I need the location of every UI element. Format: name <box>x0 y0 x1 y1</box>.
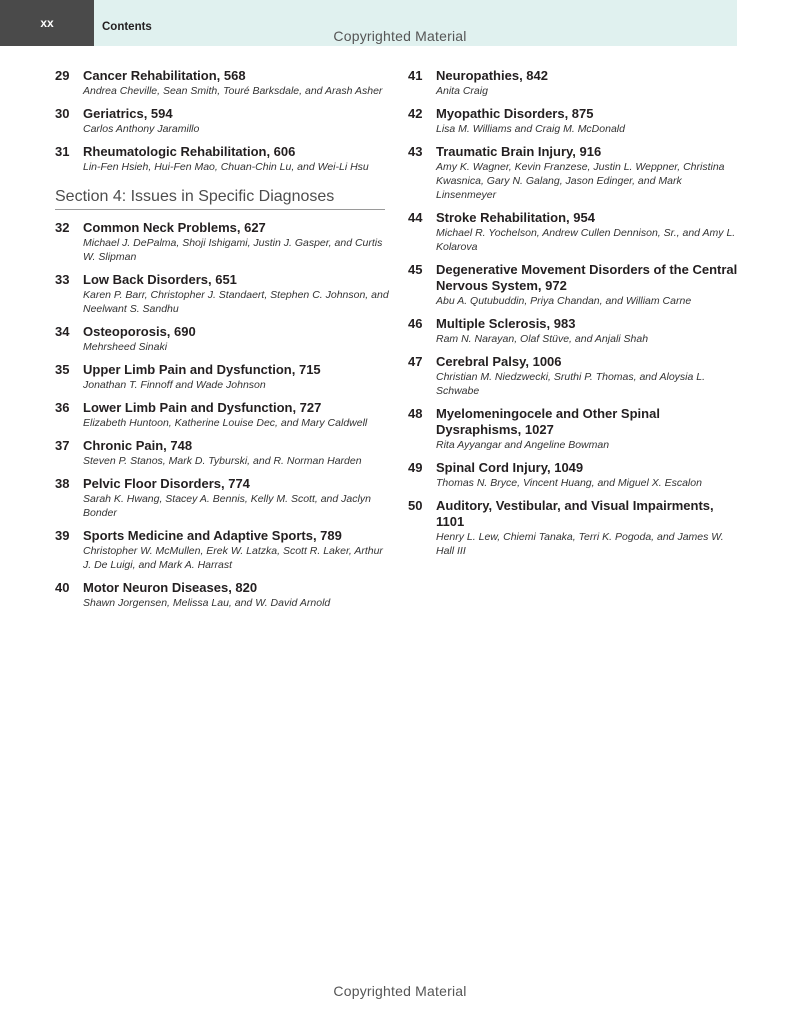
chapter-title: Spinal Cord Injury, 1049 <box>436 460 584 475</box>
chapter-number: 43 <box>408 144 423 159</box>
chapter-body <box>436 406 743 452</box>
chapter-number: 45 <box>408 262 423 277</box>
chapter-body <box>436 498 743 558</box>
toc-entry <box>408 316 743 346</box>
toc-entry <box>408 262 743 308</box>
chapter-body <box>83 324 390 354</box>
section-heading: Section 4: Issues in Specific Diagnoses <box>55 188 385 210</box>
chapter-authors: Christopher W. McMullen, Erek W. Latzka, Scott R. Laker, Arthur J. De Luigi, and Mark A. Harrast <box>83 545 383 571</box>
toc-entry <box>55 438 390 468</box>
chapter-title: Myelomeningocele and Other Spinal Dysraphisms, 1027 <box>436 406 660 437</box>
chapter-authors: Thomas N. Bryce, Vincent Huang, and Miguel X. Escalon <box>436 477 702 489</box>
chapter-authors: Sarah K. Hwang, Stacey A. Bennis, Kelly M. Scott, and Jaclyn Bonder <box>83 493 371 519</box>
toc-entry <box>408 498 743 558</box>
chapter-number: 46 <box>408 316 423 331</box>
toc-entry <box>55 220 390 264</box>
toc-list-right <box>408 68 743 558</box>
chapter-number: 31 <box>55 144 70 159</box>
chapter-number: 50 <box>408 498 423 513</box>
chapter-authors: Lin-Fen Hsieh, Hui-Fen Mao, Chuan-Chin Lu, and Wei-Li Hsu <box>83 161 369 173</box>
chapter-number: 32 <box>55 220 70 235</box>
toc-entry <box>55 144 390 174</box>
chapter-authors: Michael J. DePalma, Shoji Ishigami, Justin J. Gasper, and Curtis W. Slipman <box>83 237 383 263</box>
chapter-title: Motor Neuron Diseases, 820 <box>83 580 258 595</box>
chapter-number: 34 <box>55 324 70 339</box>
chapter-body <box>436 144 743 202</box>
toc-left-column <box>55 68 390 618</box>
chapter-body <box>436 316 743 346</box>
chapter-body <box>83 476 390 520</box>
chapter-body <box>83 68 390 98</box>
toc-entry <box>408 354 743 398</box>
toc-entry <box>55 106 390 136</box>
toc-entry <box>55 272 390 316</box>
chapter-number: 38 <box>55 476 70 491</box>
toc-entry <box>55 68 390 98</box>
chapter-number: 37 <box>55 438 70 453</box>
chapter-number: 47 <box>408 354 423 369</box>
toc-entry <box>55 362 390 392</box>
chapter-number: 29 <box>55 68 70 83</box>
toc-entry <box>55 528 390 572</box>
chapter-body <box>83 362 390 392</box>
page-number: xx <box>0 0 94 46</box>
chapter-title: Osteoporosis, 690 <box>83 324 196 339</box>
toc-list-left-top <box>55 68 390 174</box>
toc-list-left-bottom <box>55 220 390 610</box>
chapter-title: Auditory, Vestibular, and Visual Impairments, 1101 <box>436 498 714 529</box>
chapter-authors: Amy K. Wagner, Kevin Franzese, Justin L. Weppner, Christina Kwasnica, Gary N. Galang, Jason Edinger, and Mark Linsenmeyer <box>436 161 725 201</box>
chapter-authors: Shawn Jorgensen, Melissa Lau, and W. David Arnold <box>83 597 331 609</box>
toc-entry <box>408 406 743 452</box>
watermark-top: Copyrighted Material <box>333 28 467 44</box>
chapter-authors: Henry L. Lew, Chiemi Tanaka, Terri K. Pogoda, and James W. Hall III <box>436 531 724 557</box>
chapter-title: Chronic Pain, 748 <box>83 438 193 453</box>
chapter-title: Traumatic Brain Injury, 916 <box>436 144 602 159</box>
chapter-authors: Carlos Anthony Jaramillo <box>83 123 200 135</box>
chapter-title: Upper Limb Pain and Dysfunction, 715 <box>83 362 321 377</box>
chapter-authors: Michael R. Yochelson, Andrew Cullen Dennison, Sr., and Amy L. Kolarova <box>436 227 736 253</box>
chapter-number: 35 <box>55 362 70 377</box>
toc-right-column <box>408 68 743 566</box>
chapter-authors: Mehrsheed Sinaki <box>83 341 168 353</box>
chapter-number: 42 <box>408 106 423 121</box>
toc-entry <box>55 476 390 520</box>
chapter-body <box>83 106 390 136</box>
chapter-number: 39 <box>55 528 70 543</box>
chapter-title: Low Back Disorders, 651 <box>83 272 237 287</box>
toc-entry <box>408 144 743 202</box>
chapter-title: Cerebral Palsy, 1006 <box>436 354 562 369</box>
chapter-title: Neuropathies, 842 <box>436 68 548 83</box>
chapter-body <box>83 272 390 316</box>
chapter-authors: Jonathan T. Finnoff and Wade Johnson <box>83 379 266 391</box>
watermark-bottom: Copyrighted Material <box>333 983 467 999</box>
chapter-authors: Abu A. Qutubuddin, Priya Chandan, and William Carne <box>436 295 692 307</box>
chapter-number: 36 <box>55 400 70 415</box>
toc-entry <box>408 68 743 98</box>
chapter-title: Rheumatologic Rehabilitation, 606 <box>83 144 296 159</box>
toc-entry <box>55 580 390 610</box>
chapter-body <box>83 144 390 174</box>
toc-entry <box>408 210 743 254</box>
chapter-title: Lower Limb Pain and Dysfunction, 727 <box>83 400 322 415</box>
chapter-number: 48 <box>408 406 423 421</box>
chapter-title: Sports Medicine and Adaptive Sports, 789 <box>83 528 342 543</box>
chapter-body <box>83 400 390 430</box>
chapter-title: Degenerative Movement Disorders of the Central Nervous System, 972 <box>436 262 738 293</box>
chapter-title: Multiple Sclerosis, 983 <box>436 316 576 331</box>
chapter-body <box>83 528 390 572</box>
chapter-title: Geriatrics, 594 <box>83 106 173 121</box>
toc-entry <box>55 324 390 354</box>
chapter-authors: Ram N. Narayan, Olaf Stüve, and Anjali Shah <box>436 333 649 345</box>
chapter-title: Myopathic Disorders, 875 <box>436 106 594 121</box>
chapter-number: 44 <box>408 210 423 225</box>
chapter-number: 30 <box>55 106 70 121</box>
chapter-authors: Andrea Cheville, Sean Smith, Touré Barksdale, and Arash Asher <box>83 85 383 97</box>
chapter-body <box>436 262 743 308</box>
chapter-body <box>436 106 743 136</box>
chapter-authors: Anita Craig <box>436 85 488 97</box>
chapter-title: Stroke Rehabilitation, 954 <box>436 210 595 225</box>
toc-entry <box>55 400 390 430</box>
chapter-authors: Karen P. Barr, Christopher J. Standaert, Stephen C. Johnson, and Neelwant S. Sandhu <box>83 289 389 315</box>
chapter-number: 33 <box>55 272 70 287</box>
chapter-title: Cancer Rehabilitation, 568 <box>83 68 246 83</box>
chapter-body <box>436 460 743 490</box>
toc-entry <box>408 106 743 136</box>
chapter-body <box>436 68 743 98</box>
chapter-authors: Steven P. Stanos, Mark D. Tyburski, and R. Norman Harden <box>83 455 362 467</box>
chapter-authors: Christian M. Niedzwecki, Sruthi P. Thomas, and Aloysia L. Schwabe <box>436 371 706 397</box>
chapter-body <box>436 210 743 254</box>
chapter-authors: Lisa M. Williams and Craig M. McDonald <box>436 123 625 135</box>
chapter-number: 49 <box>408 460 423 475</box>
chapter-body <box>436 354 743 398</box>
chapter-number: 40 <box>55 580 70 595</box>
chapter-body <box>83 580 390 610</box>
toc-entry <box>408 460 743 490</box>
chapter-title: Common Neck Problems, 627 <box>83 220 266 235</box>
chapter-authors: Elizabeth Huntoon, Katherine Louise Dec, and Mary Caldwell <box>83 417 368 429</box>
chapter-title: Pelvic Floor Disorders, 774 <box>83 476 250 491</box>
running-head: Contents <box>102 21 152 33</box>
chapter-number: 41 <box>408 68 423 83</box>
chapter-body <box>83 438 390 468</box>
chapter-body <box>83 220 390 264</box>
chapter-authors: Rita Ayyangar and Angeline Bowman <box>436 439 610 451</box>
